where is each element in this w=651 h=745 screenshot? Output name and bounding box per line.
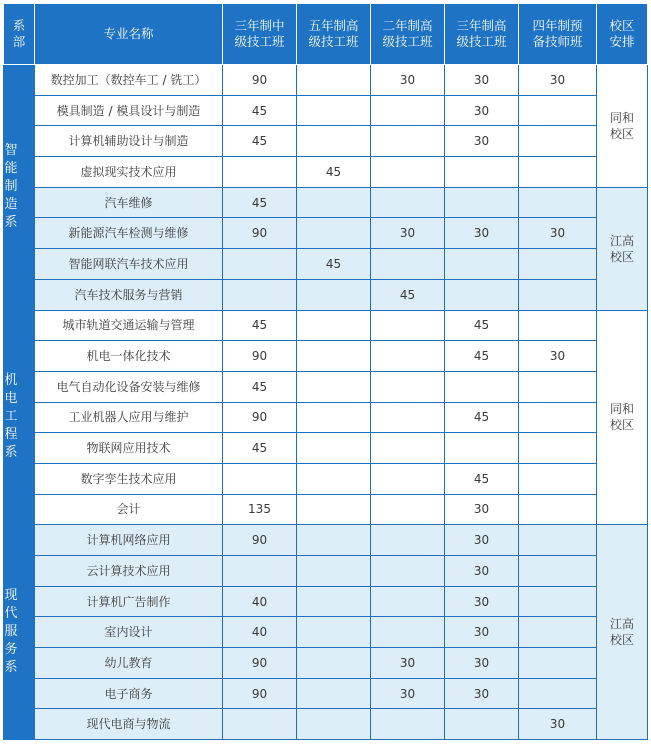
quota-cell xyxy=(297,187,371,218)
quota-cell xyxy=(297,463,371,494)
quota-cell xyxy=(371,586,445,617)
table-row xyxy=(4,341,648,372)
quota-cell xyxy=(223,157,297,188)
quota-cell xyxy=(519,310,597,341)
quota-cell xyxy=(519,463,597,494)
quota-cell xyxy=(297,678,371,709)
quota-cell xyxy=(297,65,371,96)
quota-cell xyxy=(223,556,297,587)
major-name: 计算机广告制作 xyxy=(35,586,223,617)
quota-cell: 30 xyxy=(445,218,519,249)
quota-cell: 40 xyxy=(223,586,297,617)
table-row xyxy=(4,463,648,494)
quota-cell xyxy=(519,525,597,556)
quota-cell: 135 xyxy=(223,494,297,525)
quota-cell xyxy=(297,586,371,617)
campus-cell xyxy=(597,187,648,310)
major-name: 物联网应用技术 xyxy=(35,433,223,464)
major-name: 虚拟现实技术应用 xyxy=(35,157,223,188)
quota-cell xyxy=(371,310,445,341)
quota-cell xyxy=(445,249,519,280)
campus-cell xyxy=(597,310,648,525)
quota-cell xyxy=(519,556,597,587)
quota-cell xyxy=(371,556,445,587)
quota-cell xyxy=(371,157,445,188)
quota-cell: 30 xyxy=(519,218,597,249)
quota-cell xyxy=(297,341,371,372)
quota-cell xyxy=(371,249,445,280)
quota-cell xyxy=(519,126,597,157)
major-name: 电子商务 xyxy=(35,678,223,709)
quota-cell: 30 xyxy=(445,65,519,96)
quota-cell xyxy=(297,525,371,556)
quota-cell: 90 xyxy=(223,341,297,372)
quota-cell xyxy=(371,494,445,525)
quota-cell xyxy=(297,709,371,740)
quota-cell: 45 xyxy=(223,95,297,126)
quota-cell xyxy=(519,586,597,617)
major-name: 现代电商与物流 xyxy=(35,709,223,740)
table-row xyxy=(4,433,648,464)
quota-cell xyxy=(223,709,297,740)
quota-cell xyxy=(519,433,597,464)
quota-cell xyxy=(297,433,371,464)
quota-cell: 90 xyxy=(223,65,297,96)
quota-cell: 90 xyxy=(223,218,297,249)
quota-cell xyxy=(371,126,445,157)
department-name: 智能制造系 xyxy=(4,143,18,231)
quota-cell xyxy=(371,525,445,556)
quota-cell: 45 xyxy=(297,249,371,280)
quota-cell: 40 xyxy=(223,617,297,648)
department-name: 现代服务系 xyxy=(4,588,18,676)
quota-cell: 30 xyxy=(445,617,519,648)
quota-cell xyxy=(371,371,445,402)
table-row xyxy=(4,556,648,587)
major-name: 电气自动化设备安装与维修 xyxy=(35,371,223,402)
quota-cell: 30 xyxy=(445,525,519,556)
quota-cell: 30 xyxy=(445,678,519,709)
department-cell xyxy=(4,525,35,740)
quota-cell: 45 xyxy=(223,433,297,464)
quota-cell: 30 xyxy=(445,494,519,525)
major-name: 新能源汽车检测与维修 xyxy=(35,218,223,249)
table-row xyxy=(4,126,648,157)
quota-cell xyxy=(445,709,519,740)
quota-cell xyxy=(297,402,371,433)
campus-cell xyxy=(597,525,648,740)
quota-cell: 45 xyxy=(445,402,519,433)
quota-cell xyxy=(519,494,597,525)
quota-cell xyxy=(297,310,371,341)
quota-cell xyxy=(519,678,597,709)
quota-cell: 30 xyxy=(371,65,445,96)
major-name: 智能网联汽车技术应用 xyxy=(35,249,223,280)
quota-cell xyxy=(371,95,445,126)
quota-cell xyxy=(297,279,371,310)
quota-cell xyxy=(223,249,297,280)
quota-cell xyxy=(445,433,519,464)
major-name: 计算机网络应用 xyxy=(35,525,223,556)
table-row xyxy=(4,648,648,679)
header-col2: 五年制高级技工班 xyxy=(297,4,371,65)
department-cell xyxy=(4,310,35,525)
header-dept: 系部 xyxy=(4,4,35,65)
quota-cell xyxy=(371,402,445,433)
quota-cell: 45 xyxy=(223,310,297,341)
quota-cell xyxy=(445,157,519,188)
table-row xyxy=(4,494,648,525)
header-col1: 三年制中级技工班 xyxy=(223,4,297,65)
header-major: 专业名称 xyxy=(35,4,223,65)
major-name: 会计 xyxy=(35,494,223,525)
quota-cell xyxy=(223,463,297,494)
major-name: 汽车维修 xyxy=(35,187,223,218)
quota-cell: 90 xyxy=(223,678,297,709)
quota-cell xyxy=(297,371,371,402)
quota-cell xyxy=(297,648,371,679)
major-name: 云计算技术应用 xyxy=(35,556,223,587)
quota-cell: 45 xyxy=(445,310,519,341)
major-name: 工业机器人应用与维护 xyxy=(35,402,223,433)
quota-cell: 30 xyxy=(445,126,519,157)
quota-cell xyxy=(297,617,371,648)
quota-cell: 30 xyxy=(445,648,519,679)
table-row xyxy=(4,95,648,126)
quota-cell: 90 xyxy=(223,402,297,433)
quota-cell xyxy=(223,279,297,310)
quota-cell: 30 xyxy=(445,556,519,587)
quota-cell xyxy=(297,218,371,249)
quota-cell: 30 xyxy=(519,709,597,740)
enrollment-table xyxy=(3,3,648,740)
table-row xyxy=(4,402,648,433)
quota-cell xyxy=(371,463,445,494)
campus-name: 江高校区 xyxy=(609,233,634,264)
quota-cell: 90 xyxy=(223,648,297,679)
table-row xyxy=(4,709,648,740)
campus-cell xyxy=(597,65,648,188)
table-row xyxy=(4,218,648,249)
campus-name: 同和校区 xyxy=(609,110,634,141)
department-name: 机电工程系 xyxy=(4,373,18,461)
quota-cell xyxy=(519,249,597,280)
table-row xyxy=(4,371,648,402)
quota-cell xyxy=(519,371,597,402)
major-name: 汽车技术服务与营销 xyxy=(35,279,223,310)
quota-cell xyxy=(445,187,519,218)
quota-cell xyxy=(371,187,445,218)
quota-cell xyxy=(519,95,597,126)
quota-cell xyxy=(445,279,519,310)
quota-cell xyxy=(297,556,371,587)
quota-cell xyxy=(519,187,597,218)
table-row xyxy=(4,157,648,188)
header-col4: 三年制高级技工班 xyxy=(445,4,519,65)
quota-cell: 45 xyxy=(445,341,519,372)
quota-cell: 30 xyxy=(371,678,445,709)
table-row xyxy=(4,525,648,556)
table-row xyxy=(4,65,648,96)
table-row xyxy=(4,586,648,617)
quota-cell: 30 xyxy=(445,95,519,126)
department-cell xyxy=(4,65,35,311)
quota-cell xyxy=(297,95,371,126)
quota-cell: 45 xyxy=(223,126,297,157)
header-campus: 校区安排 xyxy=(597,4,648,65)
quota-cell: 45 xyxy=(297,157,371,188)
header-row xyxy=(4,4,648,65)
major-name: 室内设计 xyxy=(35,617,223,648)
quota-cell xyxy=(519,157,597,188)
table-row xyxy=(4,678,648,709)
table-row xyxy=(4,279,648,310)
major-name: 幼儿教育 xyxy=(35,648,223,679)
quota-cell: 30 xyxy=(445,586,519,617)
quota-cell xyxy=(371,433,445,464)
quota-cell: 45 xyxy=(223,371,297,402)
header-col3: 二年制高级技工班 xyxy=(371,4,445,65)
quota-cell: 30 xyxy=(519,65,597,96)
quota-cell: 30 xyxy=(519,341,597,372)
quota-cell xyxy=(371,341,445,372)
quota-cell xyxy=(371,617,445,648)
quota-cell: 45 xyxy=(223,187,297,218)
quota-cell xyxy=(519,279,597,310)
major-name: 机电一体化技术 xyxy=(35,341,223,372)
campus-name: 同和校区 xyxy=(609,402,634,433)
quota-cell: 45 xyxy=(445,463,519,494)
quota-cell: 90 xyxy=(223,525,297,556)
quota-cell xyxy=(519,617,597,648)
quota-cell: 30 xyxy=(371,648,445,679)
major-name: 计算机辅助设计与制造 xyxy=(35,126,223,157)
quota-cell: 30 xyxy=(371,218,445,249)
major-name: 模具制造 / 模具设计与制造 xyxy=(35,95,223,126)
table-row xyxy=(4,617,648,648)
major-name: 数控加工（数控车工 / 铣工） xyxy=(35,65,223,96)
campus-name: 江高校区 xyxy=(609,617,634,648)
table-row xyxy=(4,310,648,341)
quota-cell xyxy=(519,648,597,679)
table-row xyxy=(4,187,648,218)
quota-cell xyxy=(519,402,597,433)
major-name: 数字孪生技术应用 xyxy=(35,463,223,494)
table-row xyxy=(4,249,648,280)
quota-cell xyxy=(445,371,519,402)
quota-cell: 45 xyxy=(371,279,445,310)
quota-cell xyxy=(371,709,445,740)
quota-cell xyxy=(297,494,371,525)
header-col5: 四年制预备技师班 xyxy=(519,4,597,65)
major-name: 城市轨道交通运输与管理 xyxy=(35,310,223,341)
quota-cell xyxy=(297,126,371,157)
